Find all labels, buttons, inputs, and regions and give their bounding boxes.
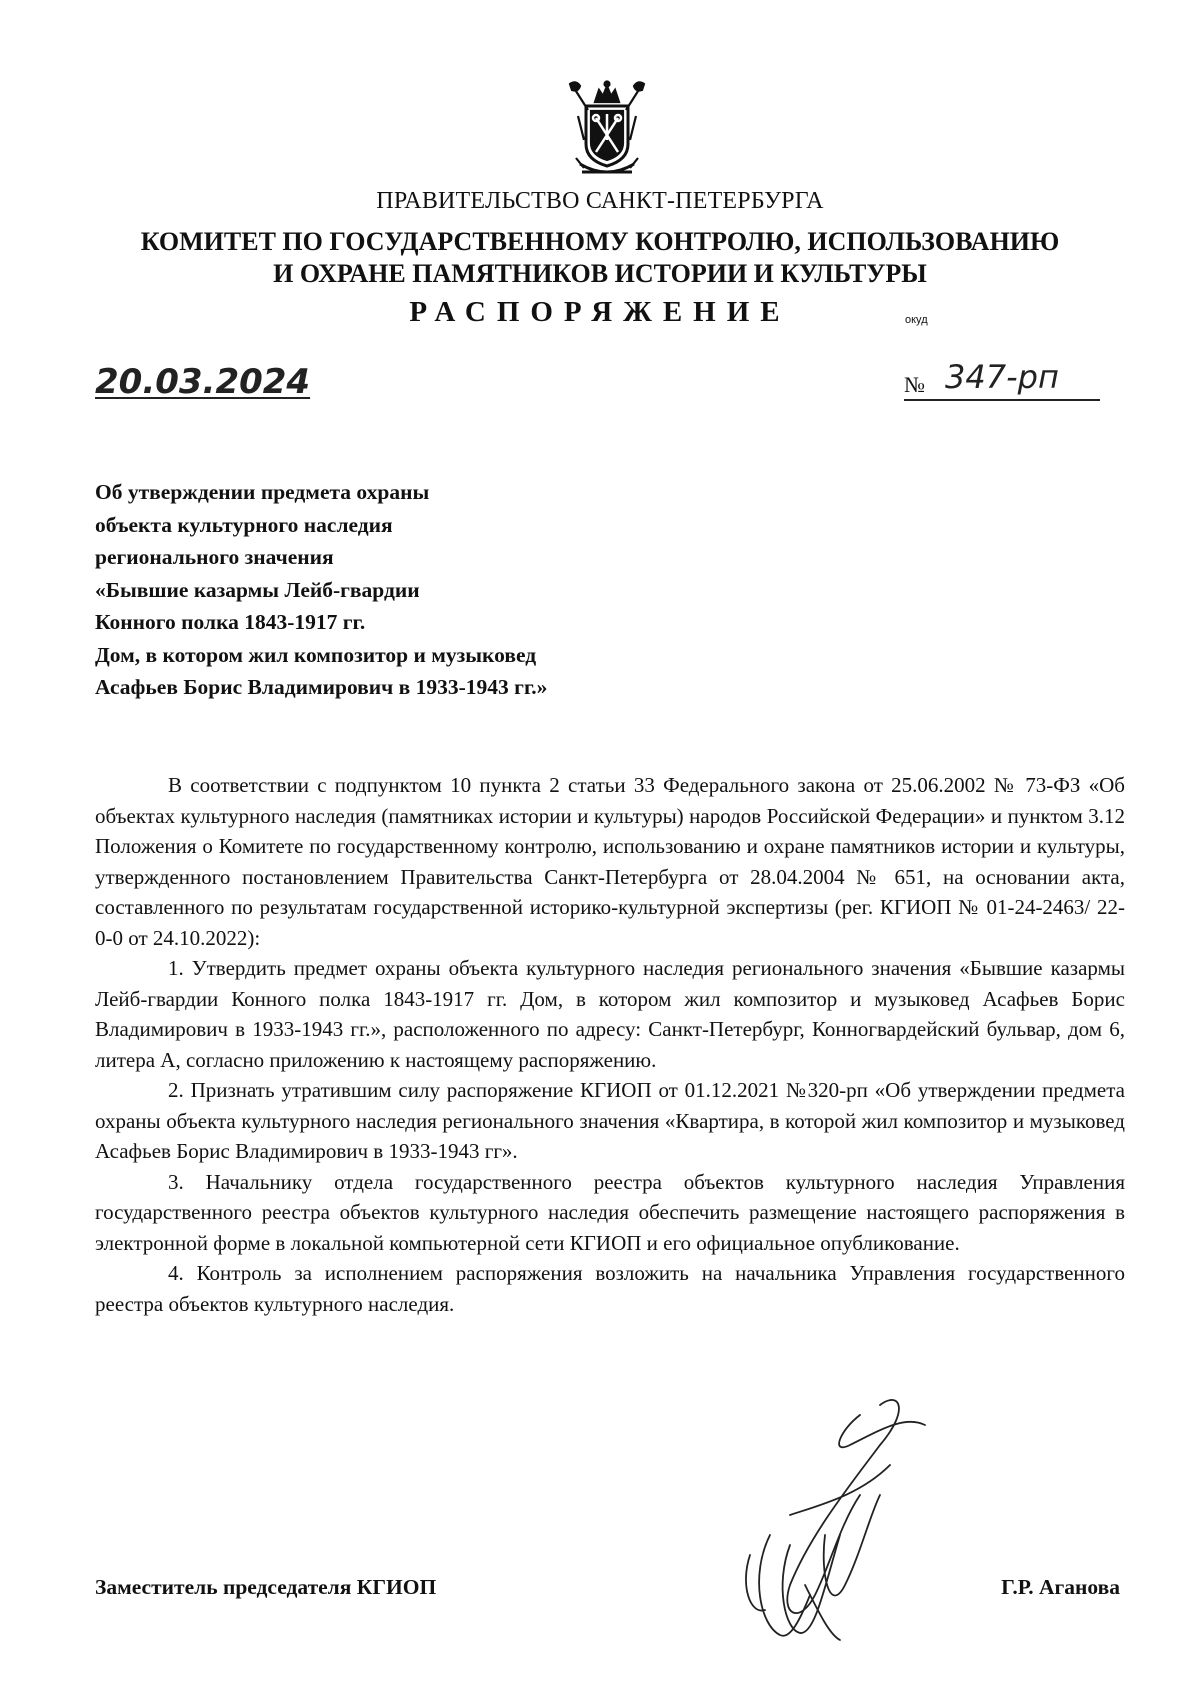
st-petersburg-coat-of-arms-icon [566, 80, 648, 184]
okud-label: окуд [905, 314, 928, 326]
document-number: 347-рп [945, 358, 1059, 396]
committee-line-1: КОМИТЕТ ПО ГОСУДАРСТВЕННОМУ КОНТРОЛЮ, ИСПОЛЬЗОВАНИЮ [140, 227, 1060, 256]
document-type: РАСПОРЯЖЕНИЕ [409, 296, 791, 328]
order-item-3: 3. Начальнику отдела государственного реестра объектов культурного наследия Управления государственного реестра объектов культурного наследия обеспечить размещение настоящего распоряжения в электронной форме в локальной компьютерной сети КГИОП и его официальное опубликование. [95, 1169, 1125, 1255]
preamble-paragraph: В соответствии с подпунктом 10 пункта 2 статьи 33 Федерального закона от 25.06.2002 № 73-ФЗ «Об объектах культурного наследия (памятниках истории и культуры) народов Российской Федерации» и пунктом 3.12 Положения о Комитете по государственному контролю, использованию и охране памятников истории и культуры, утвержденного постановлением Правительства Санкт-Петербурга от 28.04.2004 № 651, на основании акта, составленного по результатам государственной историко-культурной экспертизы (рег. КГИОП № 01-24-2463/ 22-0-0 от 24.10.2022): [95, 773, 1125, 950]
subject-line: регионального значения [95, 545, 334, 569]
subject-line: Дом, в котором жил композитор и музыковед [95, 642, 537, 667]
subject-line: объекта культурного наследия [95, 512, 393, 537]
order-item-1: 1. Утвердить предмет охраны объекта культурного наследия регионального значения «Бывшие казармы Лейб-гвардии Конного полка 1843-1917 гг. Дом, в котором жил композитор и музыковед Асафьев Борис Владимирович в 1933-1943 гг.», расположенного по адресу: Санкт-Петербург, Конногвардейский бульвар, дом 6, литера А, согласно приложению к настоящему распоряжению. [95, 956, 1125, 1072]
subject-line: Конного полка 1843-1917 гг. [95, 610, 366, 634]
handwritten-signature-icon [730, 1385, 970, 1645]
subject-line: Асафьев Борис Владимирович в 1933-1943 гг.» [95, 675, 548, 699]
committee-line-2: И ОХРАНЕ ПАМЯТНИКОВ ИСТОРИИ И КУЛЬТУРЫ [273, 259, 927, 288]
document-date: 20.03.2024 [95, 362, 311, 402]
number-underline [904, 399, 1100, 401]
government-name: ПРАВИТЕЛЬСТВО САНКТ-ПЕТЕРБУРГА [376, 188, 824, 214]
subject-line: Об утверждении предмета охраны [95, 480, 430, 504]
signatory-title: Заместитель председателя КГИОП [95, 1575, 437, 1599]
document-subject [95, 476, 547, 704]
committee-name [0, 226, 1200, 290]
document-body [95, 770, 1125, 1319]
subject-line: «Бывшие казармы Лейб-гвардии [95, 577, 420, 602]
order-item-4: 4. Контроль за исполнением распоряжения возложить на начальника Управления государственного реестра объектов культурного наследия. [95, 1261, 1125, 1316]
order-item-2: 2. Признать утратившим силу распоряжение КГИОП от 01.12.2021 №320-рп «Об утверждении предмета охраны объекта культурного наследия регионального значения «Квартира, в которой жил композитор и музыковед Асафьев Борис Владимирович в 1933-1943 гг». [95, 1078, 1125, 1163]
signatory-name: Г.Р. Аганова [1001, 1575, 1120, 1599]
number-sign: № [904, 372, 925, 397]
